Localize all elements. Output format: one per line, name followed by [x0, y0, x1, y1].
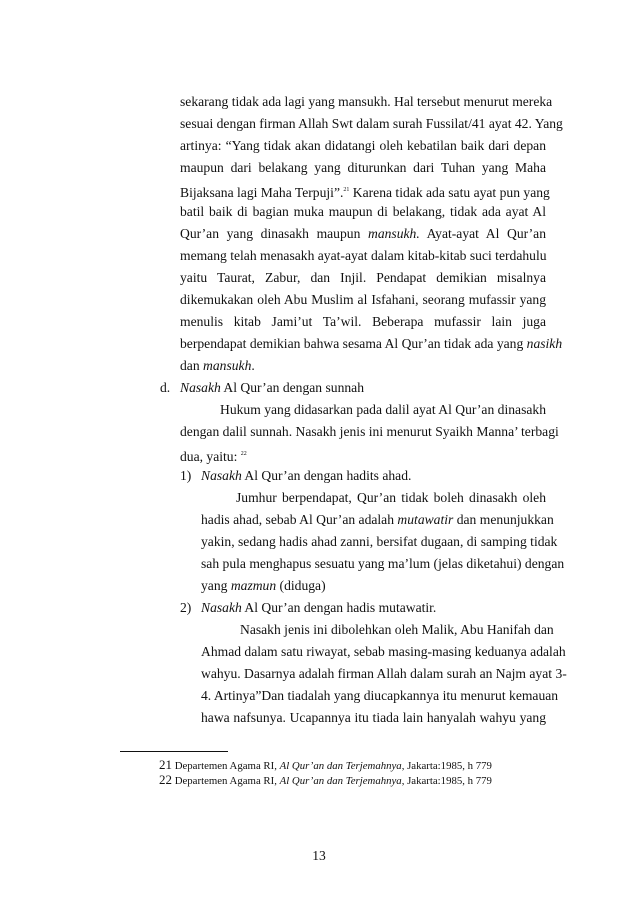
list-heading: Nasakh Al Qur’an dengan hadits ahad.: [201, 468, 412, 483]
text-line: menulis kitab Jami’ut Ta’wil. Beberapa mufassir lain juga: [180, 314, 546, 329]
text-line: dikemukakan oleh Abu Muslim al Isfahani, seorang mufassir yang: [180, 292, 546, 307]
text-line: dua, yaitu: $^{22}$: [180, 449, 247, 464]
text-line: Nasakh jenis ini dibolehkan oleh Malik, Abu Hanifah dan: [240, 622, 554, 637]
text-line: Jumhur berpendapat, Qur’an tidak boleh dinasakh oleh: [236, 490, 546, 505]
text-line: yakin, sedang hadis ahad zanni, bersifat dugaan, di samping tidak: [201, 534, 558, 549]
footnote: 21 Departemen Agama RI, Al Qur’an dan Terjemahnya, Jakarta:1985, h 779: [159, 757, 492, 772]
text-line: Bijaksana lagi Maha Terpuji”.$^{21}$ Karena tidak ada satu ayat pun yang: [180, 185, 550, 200]
page-number: 13: [312, 848, 326, 863]
text-line: Qur’an yang dinasakh maupun mansukh. Ayat-ayat Al Qur’an: [180, 226, 547, 241]
text-line: 4. Artinya”Dan tiadalah yang diucapkannya itu menurut kemauan: [201, 688, 559, 703]
text-line: yaitu Taurat, Zabur, dan Injil. Pendapat demikian misalnya: [180, 270, 546, 285]
footnote-ref: 21: [343, 187, 350, 193]
text-line: hadis ahad, sebab Al Qur’an adalah mutawatir dan menunjukkan: [201, 512, 554, 527]
text-line: maupun dari belakang yang diturunkan dari Tuhan yang Maha: [180, 160, 546, 175]
text-line: wahyu. Dasarnya adalah firman Allah dalam surah an Najm ayat 3-: [201, 666, 567, 681]
text-line: batil baik di bagian muka maupun di belakang, tidak ada ayat Al: [180, 204, 546, 219]
text-line: berpendapat demikian bahwa sesama Al Qur’an tidak ada yang nasikh: [180, 336, 563, 351]
section-heading: Nasakh Al Qur’an dengan sunnah: [180, 380, 364, 395]
text-line: sekarang tidak ada lagi yang mansukh. Hal tersebut menurut mereka: [180, 94, 553, 109]
text-line: hawa nafsunya. Ucapannya itu tiada lain hanyalah wahyu yang: [201, 710, 546, 725]
footnote: 22 Departemen Agama RI, Al Qur’an dan Terjemahnya, Jakarta:1985, h 779: [159, 772, 492, 787]
list-marker: 1): [180, 468, 192, 483]
text-line: dan mansukh.: [180, 358, 255, 373]
list-marker: 2): [180, 600, 192, 615]
text-line: memang telah menasakh ayat-ayat dalam kitab-kitab suci terdahulu: [180, 248, 547, 263]
text-line: dengan dalil sunnah. Nasakh jenis ini menurut Syaikh Manna’ terbagi: [180, 424, 559, 439]
footnote-separator: [120, 751, 228, 752]
text-line: artinya: “Yang tidak akan didatangi oleh kebatilan baik dari depan: [180, 138, 546, 153]
text-line: sah pula menghapus sesuatu yang ma’lum (jelas diketahui) dengan: [201, 556, 565, 571]
text-line: Ahmad dalam satu riwayat, sebab masing-masing keduanya adalah: [201, 644, 566, 659]
text-line: sesuai dengan firman Allah Swt dalam surah Fussilat/41 ayat 42. Yang: [180, 116, 563, 131]
text-line: Hukum yang didasarkan pada dalil ayat Al Qur’an dinasakh: [220, 402, 546, 417]
footnote-ref: 22: [240, 451, 247, 457]
text-line: yang mazmun (diduga): [201, 578, 326, 593]
list-heading: Nasakh Al Qur’an dengan hadis mutawatir.: [201, 600, 437, 615]
section-marker: d.: [160, 380, 171, 395]
